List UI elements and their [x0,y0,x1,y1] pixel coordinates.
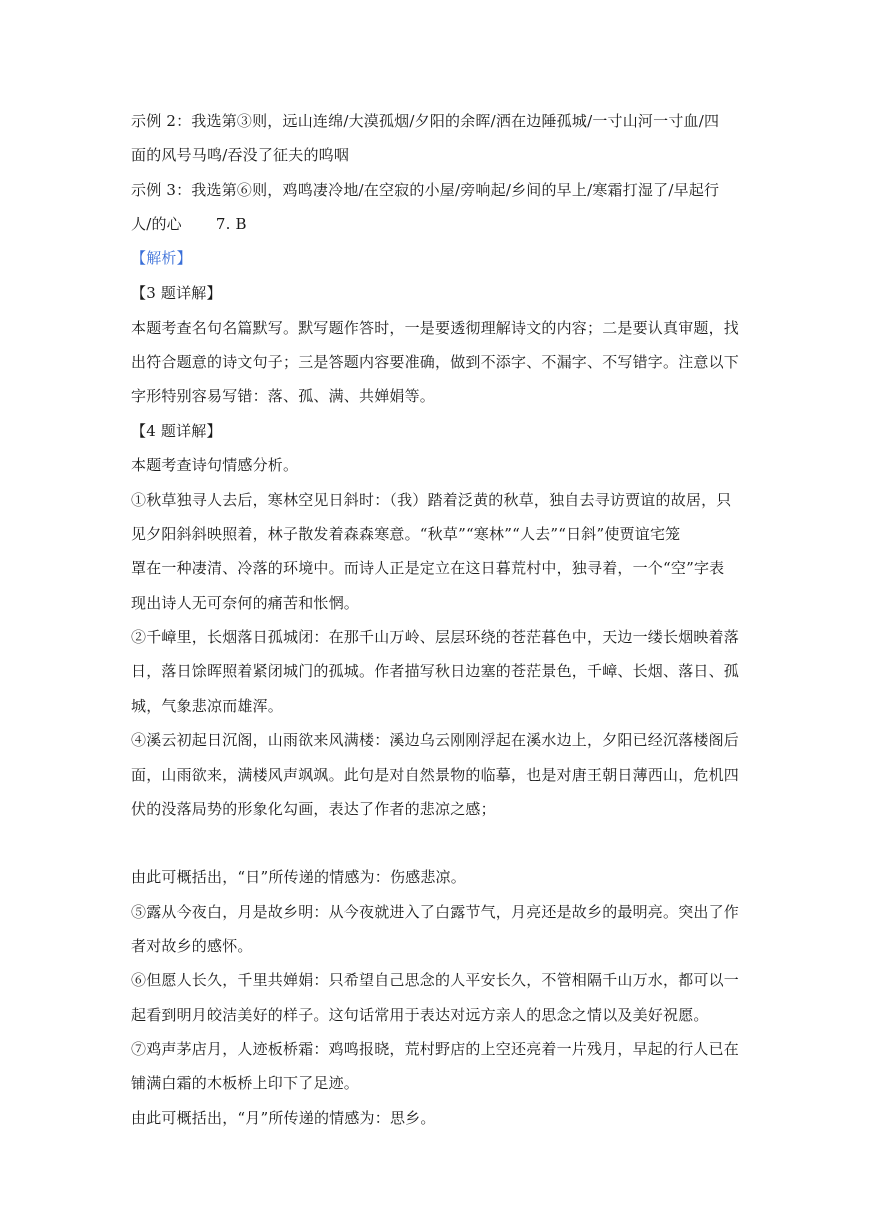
sun-summary: 由此可概括出，“日”所传递的情感为：伤感悲凉。 [131,868,466,886]
item-6-line-1: ⑥但愿人长久，千里共婵娟：只希望自己思念的人平安长久，不管相隔千山万水，都可以一 [131,971,740,989]
item-2-line-2: 日，落日馀晖照着紧闭城门的孤城。作者描写秋日边塞的苍茫景色，千嶂、长烟、落日、孤 [131,662,740,680]
item-7-line-2: 铺满白霜的木板桥上印下了足迹。 [131,1074,360,1092]
item-7-line-1: ⑦鸡声茅店月，人迹板桥霜：鸡鸣报晓，荒村野店的上空还亮着一片残月，早起的行人已在 [131,1040,740,1058]
item-2-line-3: 城，气象悲凉而雄浑。 [131,697,284,715]
moon-summary: 由此可概括出，“月”所传递的情感为：思乡。 [131,1109,436,1127]
question-7-answer: 7. B [215,215,247,233]
q3-paragraph-line-2: 出符合题意的诗文句子；三是答题内容要准确，做到不添字、不漏字、不写错字。注意以下 [131,353,740,371]
example-3-tail: 人/的心 [131,215,182,233]
q3-paragraph-line-3: 字形特别容易写错：落、孤、满、共婵娟等。 [131,387,436,405]
item-2-line-1: ②千嶂里，长烟落日孤城闭：在那千山万岭、层层环绕的苍茫暮色中，天边一缕长烟映着落 [131,628,740,646]
item-6-line-2: 起看到明月皎洁美好的样子。这句话常用于表达对远方亲人的思念之情以及美好祝愿。 [131,1006,709,1024]
q3-paragraph-line-1: 本题考查名句名篇默写。默写题作答时，一是要透彻理解诗文的内容；二是要认真审题，找 [131,319,740,337]
example-2-line-1: 示例 2：我选第③则，远山连绵/大漠孤烟/夕阳的余晖/洒在边陲孤城/一寸山河一寸血/四 [131,112,720,130]
item-1-line-2: 见夕阳斜斜映照着，林子散发着森森寒意。“秋草”“寒林”“人去”“日斜”使贾谊宅笼 [131,525,681,543]
q4-detail-heading: 【4 题详解】 [131,422,222,440]
example-3-line-1: 示例 3：我选第⑥则，鸡鸣凄冷地/在空寂的小屋/旁响起/乡间的早上/寒霜打湿了/早起行 [131,181,720,199]
item-4-line-1: ④溪云初起日沉阁，山雨欲来风满楼：溪边乌云刚刚浮起在溪水边上，夕阳已经沉落楼阁后 [131,731,740,749]
item-1-line-1: ①秋草独寻人去后，寒林空见日斜时：（我）踏着泛黄的秋草，独自去寻访贾谊的故居，只 [131,491,732,509]
q4-intro: 本题考查诗句情感分析。 [131,456,299,474]
item-4-line-2: 面，山雨欲来，满楼风声飒飒。此句是对自然景物的临摹，也是对唐王朝日薄西山，危机四 [131,766,740,784]
item-5-line-1: ⑤露从今夜白，月是故乡明：从今夜就进入了白露节气，月亮还是故乡的最明亮。突出了作 [131,903,740,921]
item-4-line-3: 伏的没落局势的形象化勾画，表达了作者的悲凉之感； [131,800,496,818]
example-3-line-2 [131,214,247,234]
analysis-heading: 【解析】 [131,249,192,267]
item-1-line-4: 现出诗人无可奈何的痛苦和怅惘。 [131,594,360,612]
example-2-line-2: 面的风号马鸣/吞没了征夫的呜咽 [131,146,350,164]
q3-detail-heading: 【3 题详解】 [131,284,222,302]
item-1-line-3: 罩在一种凄清、冷落的环境中。而诗人正是定立在这日暮荒村中，独寻着，一个“空”字表 [131,559,725,577]
item-5-line-2: 者对故乡的感怀。 [131,937,253,955]
